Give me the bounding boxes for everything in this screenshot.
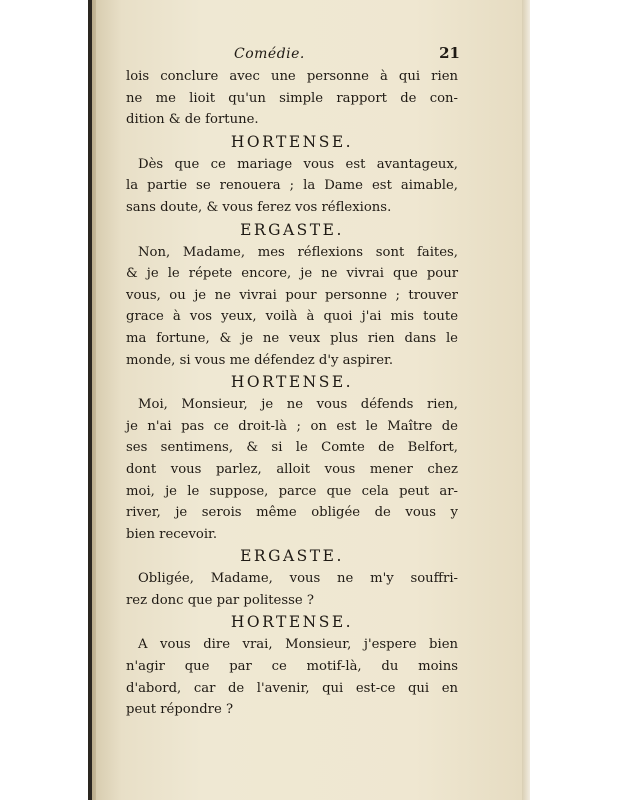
text-line: monde, si vous me défendez d'y aspirer. [126, 352, 394, 368]
text-line: & je le répete encore, je ne vivrai que pour [126, 266, 458, 282]
text-line: moi, je le suppose, parce que cela peut ar- [126, 483, 458, 499]
text-line: dont vous parlez, alloit vous mener chez [126, 461, 458, 477]
text-line: la partie se renouera ; la Dame est aimable, [126, 178, 458, 194]
text-line: n'agir que par ce motif-là, du moins [126, 659, 458, 675]
text-line: rez donc que par politesse ? [126, 592, 314, 608]
text-line: river, je serois même obligée de vous y [126, 505, 458, 521]
text-line: ses sentimens, & si le Comte de Belfort, [126, 440, 458, 456]
text-line: Moi, Monsieur, je ne vous défends rien, [138, 397, 458, 413]
text-line: lois conclure avec une personne à qui rien [126, 69, 458, 84]
text-line: bien recevoir. [126, 526, 218, 542]
speaker-name: HORTENSE. [230, 613, 354, 632]
text-line: vous, ou je ne vivrai pour personne ; trouver [126, 287, 458, 303]
text-line: Dès que ce mariage vous est avantageux, [138, 156, 458, 172]
text-line: d'abord, car de l'avenir, qui est-ce qui en [126, 680, 458, 696]
text-line: dition & de fortune. [126, 112, 259, 128]
page-number: 21 [439, 44, 460, 62]
text-line: sans doute, & vous ferez vos réflexions. [126, 199, 392, 215]
text-line: ma fortune, & je ne veux plus rien dans le [126, 330, 458, 346]
speaker-name: HORTENSE. [230, 373, 354, 392]
text-line: ne me lioit qu'un simple rapport de con- [126, 90, 458, 106]
page-right-edge [522, 0, 530, 800]
speech-paragraph [126, 242, 458, 372]
speech-paragraph [126, 66, 458, 131]
text-line: Obligée, Madame, vous ne m'y souffri- [138, 571, 458, 587]
speaker-name: ERGASTE. [240, 220, 344, 239]
text-line: peut répondre ? [126, 702, 234, 718]
text-line: Non, Madame, mes réflexions sont faites, [138, 244, 458, 260]
speech-paragraph [126, 154, 458, 219]
text-line: A vous dire vrai, Monsieur, j'espere bien [138, 637, 458, 653]
speech-paragraph [126, 394, 458, 545]
page-text-block [126, 44, 458, 721]
running-head [126, 44, 458, 66]
text-line: grace à vos yeux, voilà à quoi j'ai mis toute [126, 309, 458, 325]
speaker-name: HORTENSE. [230, 132, 354, 151]
running-title: Comédie. [234, 46, 305, 62]
speech-paragraph [126, 568, 458, 611]
speaker-name: ERGASTE. [240, 547, 344, 566]
speech-paragraph [126, 634, 458, 720]
text-line: je n'ai pas ce droit-là ; on est le Maître de [126, 418, 458, 434]
